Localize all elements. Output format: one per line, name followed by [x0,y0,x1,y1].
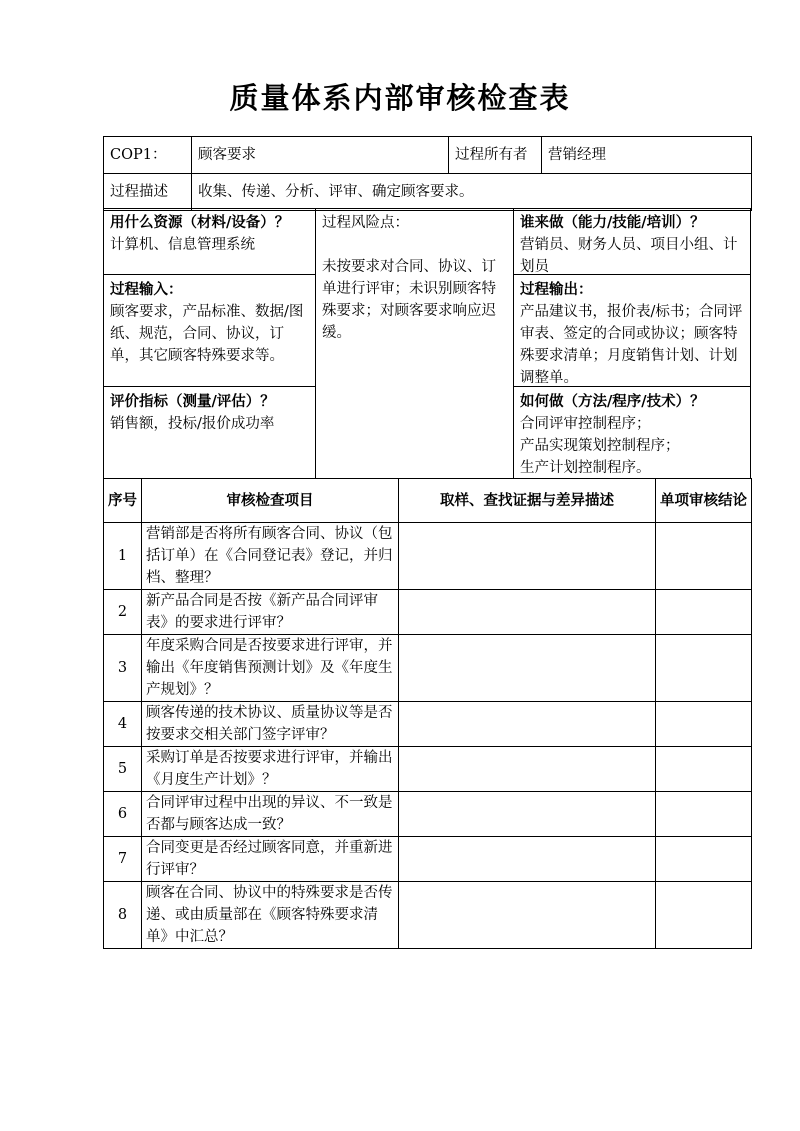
how-cell [513,389,751,479]
row-result [656,523,752,590]
row-number: 3 [104,635,142,702]
table-row [104,837,752,882]
kpi-title: 评价指标（测量/评估）？ [110,393,275,410]
row-result [656,590,752,635]
row-number: 4 [104,702,142,747]
row-number: 1 [104,523,142,590]
header-table [103,136,752,211]
description-label: 过程描述 [104,174,192,211]
row-item: 采购订单是否按要求进行评审，并输出《月度生产计划》？ [142,747,399,792]
row-evidence [399,882,656,949]
header-row-process [104,137,752,174]
col-item-header: 审核检查项目 [142,479,399,523]
table-row [104,590,752,635]
page-title: 质量体系内部审核检查表 [229,81,571,115]
row-result [656,882,752,949]
col-evidence-header: 取样、查找证据与差异描述 [399,479,656,523]
row-item: 新产品合同是否按《新产品合同评审表》的要求进行评审？ [142,590,399,635]
checklist-table [103,478,752,949]
row-number: 7 [104,837,142,882]
row-evidence [399,792,656,837]
who-title: 谁来做（能力/技能/培训）？ [520,214,705,231]
how-line: 合同评审控制程序； [520,416,651,432]
risk-title: 过程风险点： [322,215,409,231]
row-evidence [399,635,656,702]
output-title: 过程输出： [520,281,593,298]
row-evidence [399,590,656,635]
resources-title: 用什么资源（材料/设备）？ [110,214,290,231]
how-line: 生产计划控制程序。 [520,460,651,476]
table-row [104,882,752,949]
output-text: 产品建议书，报价表/标书；合同评审表、签定的合同或协议；顾客特殊要求清单；月度销售计划、计划调整单。 [520,304,743,386]
info-divider-left-2 [103,386,315,387]
row-number: 8 [104,882,142,949]
who-text: 营销员、财务人员、项目小组、计划员 [520,237,738,275]
row-evidence [399,702,656,747]
row-number: 6 [104,792,142,837]
owner-label: 过程所有者 [449,137,542,174]
table-row [104,635,752,702]
table-row [104,792,752,837]
checklist-header-row [104,479,752,523]
row-item: 顾客在合同、协议中的特殊要求是否传递、或由质量部在《顾客特殊要求清单》中汇总？ [142,882,399,949]
table-row [104,702,752,747]
how-title: 如何做（方法/程序/技术）？ [520,393,705,410]
col-result-header: 单项审核结论 [656,479,752,523]
description-value: 收集、传递、分析、评审、确定顾客要求。 [192,174,752,211]
kpi-cell [103,389,315,435]
row-item: 合同变更是否经过顾客同意，并重新进行评审？ [142,837,399,882]
input-title: 过程输入： [110,281,183,298]
row-item: 顾客传递的技术协议、质量协议等是否按要求交相关部门签字评审？ [142,702,399,747]
row-number: 2 [104,590,142,635]
row-result [656,747,752,792]
input-text: 顾客要求，产品标准、数据/图纸、规范，合同、协议，订单，其它顾客特殊要求等。 [110,304,304,364]
row-item: 营销部是否将所有顾客合同、协议（包括订单）在《合同登记表》登记，并归档、整理？ [142,523,399,590]
owner-value: 营销经理 [542,137,752,174]
resources-cell [103,210,315,256]
info-divider-left-1 [103,274,315,275]
row-result [656,635,752,702]
row-result [656,792,752,837]
input-cell [103,277,315,367]
header-row-description [104,174,752,211]
output-cell [513,277,751,389]
row-evidence [399,523,656,590]
row-number: 5 [104,747,142,792]
row-item: 合同评审过程中出现的异议、不一致是否都与顾客达成一致？ [142,792,399,837]
row-evidence [399,837,656,882]
col-no-header: 序号 [104,479,142,523]
risk-cell [315,210,513,344]
process-code: COP1： [104,137,192,174]
row-result [656,702,752,747]
kpi-text: 销售额，投标/报价成功率 [110,416,275,432]
table-row [104,523,752,590]
row-result [656,837,752,882]
process-name: 顾客要求 [192,137,449,174]
row-item: 年度采购合同是否按要求进行评审，并输出《年度销售预测计划》及《年度生产规划》？ [142,635,399,702]
row-evidence [399,747,656,792]
who-cell [513,210,751,278]
how-line: 产品实现策划控制程序； [520,438,680,454]
table-row [104,747,752,792]
resources-text: 计算机、信息管理系统 [110,237,255,253]
risk-text: 未按要求对合同、协议、订单进行评审；未识别顾客特殊要求；对顾客要求响应迟缓。 [322,259,496,341]
